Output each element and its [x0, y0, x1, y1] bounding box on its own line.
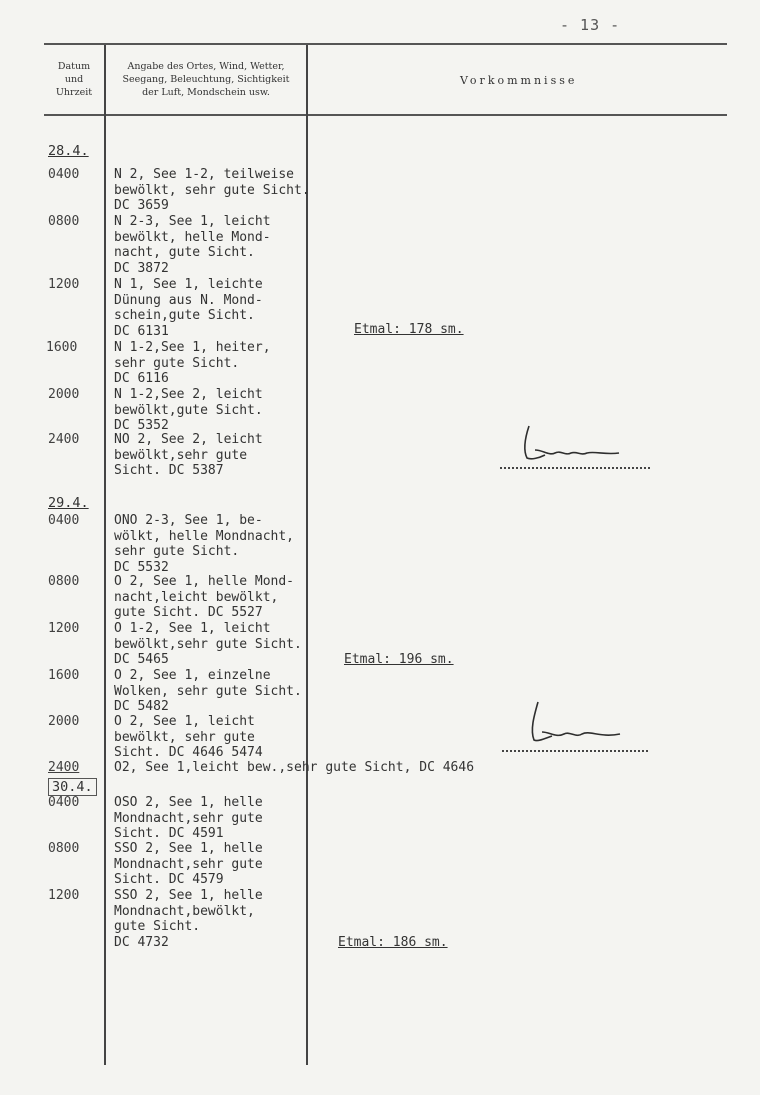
date-heading: 29.4. — [48, 495, 89, 511]
header-datum-line: und — [64, 74, 84, 85]
entry-text: N 2, See 1-2, teilweise bewölkt, sehr gute Sicht. DC 3659 — [114, 167, 310, 214]
entry-time: 0400 — [48, 795, 80, 810]
entry-time: 0800 — [48, 574, 80, 589]
header-angabe — [106, 60, 306, 99]
entry-time: 0800 — [48, 214, 80, 229]
etmal-note: Etmal: 178 sm. — [354, 322, 464, 337]
entry-time: 2400 — [48, 432, 80, 447]
entry-time: 1200 — [48, 621, 80, 636]
entry-text: N 1-2,See 2, leicht bewölkt,gute Sicht. DC 5352 — [114, 387, 263, 434]
entry-text: O 2, See 1, helle Mond- nacht,leicht bewölkt, gute Sicht. DC 5527 — [114, 574, 295, 621]
entry-time: 0400 — [48, 513, 80, 528]
entry-time: 0800 — [48, 841, 80, 856]
header-angabe-line: Seegang, Beleuchtung, Sichtigkeit — [122, 74, 290, 85]
entry-text: O2, See 1,leicht bew.,sehr gute Sicht, DC 4646 — [114, 760, 475, 775]
signature-dotted-line — [502, 750, 648, 752]
entry-text: SSO 2, See 1, helle Mondnacht,sehr gute Sicht. DC 4579 — [114, 841, 263, 888]
entry-text: NO 2, See 2, leicht bewölkt,sehr gute Sicht. DC 5387 — [114, 432, 263, 479]
entry-text: N 1, See 1, leichte Dünung aus N. Mond- schein,gute Sicht. DC 6131 — [114, 277, 263, 339]
entry-text: SSO 2, See 1, helle Mondnacht,bewölkt, gute Sicht. DC 4732 — [114, 888, 263, 950]
page-number: - 13 - — [560, 16, 621, 34]
header-datum-line: Datum — [57, 61, 91, 72]
header-datum-line: Uhrzeit — [55, 87, 93, 98]
entry-time: 1600 — [46, 340, 78, 355]
entry-text: O 2, See 1, leicht bewölkt, sehr gute Sicht. DC 4646 5474 — [114, 714, 263, 761]
entry-time: 2000 — [48, 714, 80, 729]
header-angabe-line: Angabe des Ortes, Wind, Wetter, — [127, 61, 285, 72]
entry-text: N 1-2,See 1, heiter, sehr gute Sicht. DC 6116 — [114, 340, 271, 387]
etmal-note: Etmal: 196 sm. — [344, 652, 454, 667]
entry-time: 1200 — [48, 277, 80, 292]
entry-text: OSO 2, See 1, helle Mondnacht,sehr gute Sicht. DC 4591 — [114, 795, 263, 842]
date-heading: 28.4. — [48, 143, 89, 159]
signature-dotted-line — [500, 467, 650, 469]
column-rule-1 — [104, 45, 106, 1065]
header-rule — [44, 114, 727, 116]
header-datum — [46, 60, 102, 99]
entry-text: O 2, See 1, einzelne Wolken, sehr gute Sicht. DC 5482 — [114, 668, 302, 715]
entry-time: 0400 — [48, 167, 80, 182]
entry-time: 1200 — [48, 888, 80, 903]
signature-1 — [515, 420, 625, 468]
entry-time: 2400 — [48, 760, 80, 775]
header-vorkommnisse: Vorkommnisse — [460, 74, 578, 87]
entry-time: 1600 — [48, 668, 80, 683]
etmal-note: Etmal: 186 sm. — [338, 935, 448, 950]
header-angabe-line: der Luft, Mondschein usw. — [142, 87, 270, 98]
entry-text: O 1-2, See 1, leicht bewölkt,sehr gute Sicht. DC 5465 — [114, 621, 302, 668]
signature-2 — [520, 698, 630, 748]
entry-text: N 2-3, See 1, leicht bewölkt, helle Mond- nacht, gute Sicht. DC 3872 — [114, 214, 271, 276]
date-heading: 30.4. — [48, 778, 97, 796]
entry-time: 2000 — [48, 387, 80, 402]
top-rule — [44, 43, 727, 45]
entry-text: ONO 2-3, See 1, be- wölkt, helle Mondnacht, sehr gute Sicht. DC 5532 — [114, 513, 295, 575]
